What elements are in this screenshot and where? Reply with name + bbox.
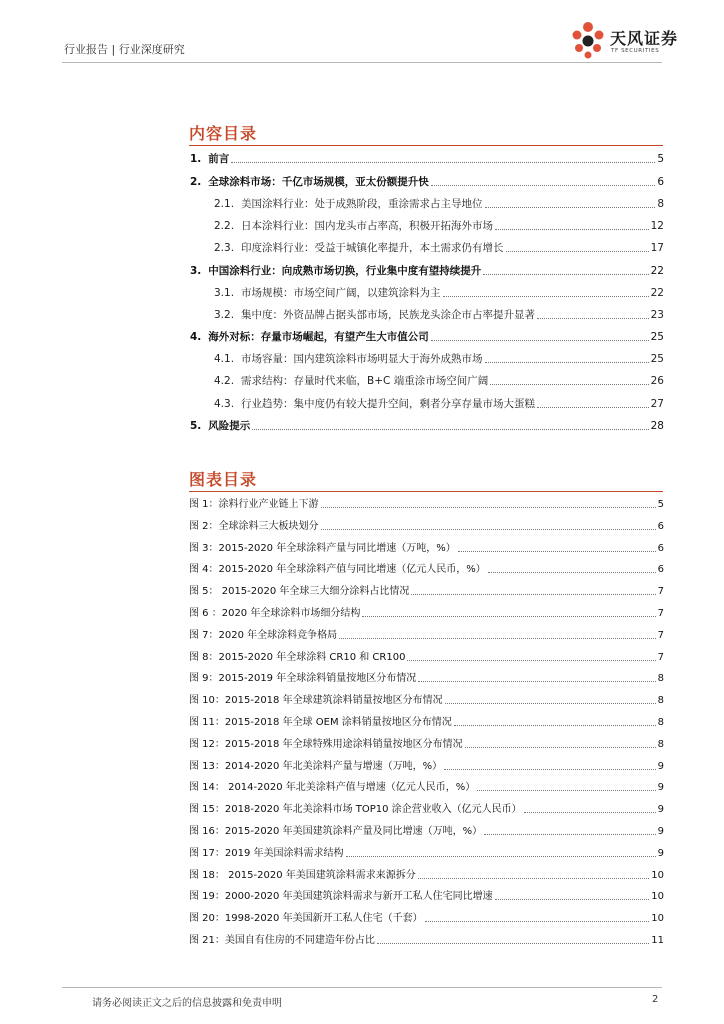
- toc-entry-text: 市场容量：国内建筑涂料市场明显大于海外成熟市场: [241, 353, 483, 365]
- toc-entry-number: 3.2.: [214, 309, 235, 321]
- figure-entry-text: 图 6 ：2020 年全球涂料市场细分结构: [189, 608, 361, 619]
- figure-entry-leader: [524, 812, 656, 813]
- toc-entry-leader: [537, 407, 649, 408]
- toc-entry-leader: [231, 162, 655, 163]
- toc-entry-leader: [495, 229, 649, 230]
- figure-entry-page: 11: [651, 935, 664, 946]
- figure-entry-text: 图 13：2014-2020 年北美涂料产量与增速（万吨，%）: [189, 760, 443, 772]
- toc-entry-number: 4.2.: [214, 375, 235, 387]
- figure-entry[interactable]: [189, 628, 664, 642]
- figure-entry[interactable]: [189, 671, 664, 685]
- toc-entry-page: 28: [650, 420, 664, 432]
- figure-entry[interactable]: [189, 693, 664, 707]
- toc-entry-text: 市场规模：市场空间广阔，以建筑涂料为主: [241, 287, 441, 299]
- figure-entry[interactable]: [189, 497, 664, 511]
- figure-entry-leader: [321, 507, 656, 508]
- figure-entry-page: 8: [657, 673, 664, 685]
- figure-entry-text: 图 14： 2014-2020 年北美涂料产值与增速（亿元人民币，%）: [189, 782, 476, 794]
- figure-entry-text: 图 1：涂料行业产业链上下游: [189, 499, 319, 510]
- toc-entry-text: 海外对标：存量市场崛起，有望产生大市值公司: [208, 331, 429, 343]
- figure-entry-leader: [488, 572, 656, 573]
- toc-entry-leader: [431, 185, 656, 186]
- logo-subtitle: TF SECURITIES: [611, 48, 660, 54]
- toc-entry-number: 2.: [190, 176, 202, 188]
- figure-entry-leader: [445, 703, 656, 704]
- toc-entry-text: 需求结构：存量时代来临，B+C 端重涂市场空间广阔: [241, 375, 489, 387]
- toc-entry-text: 行业趋势：集中度仍有较大提升空间，剩者分享存量市场大蛋糕: [241, 398, 536, 410]
- toc-entry-leader: [490, 384, 648, 385]
- company-logo: [568, 18, 688, 62]
- figure-entry[interactable]: [189, 715, 664, 729]
- figure-entry-text: 图 4：2015-2020 年全球涂料产值与同比增速（亿元人民币，%）: [189, 564, 486, 576]
- figure-entry-leader: [418, 681, 655, 682]
- figure-entry-leader: [458, 551, 656, 552]
- figure-entry[interactable]: [189, 824, 664, 838]
- figure-entry-text: 图 16：2015-2020 年美国建筑涂料产量及同比增速（万吨，%）: [189, 826, 483, 837]
- toc-entry[interactable]: [214, 219, 664, 233]
- toc-entry-leader: [485, 362, 649, 363]
- toc-entry-leader: [483, 274, 648, 275]
- figure-entry-leader: [321, 529, 656, 530]
- toc-entry-page: 23: [650, 309, 664, 321]
- toc-entry-number: 2.3.: [214, 242, 235, 254]
- toc-entry[interactable]: [214, 352, 664, 366]
- figure-entry-leader: [339, 638, 655, 639]
- toc-entry[interactable]: [214, 374, 664, 388]
- figure-entry-text: 图 15：2018-2020 年北美涂料市场 TOP10 涂企营业收入（亿元人民币）: [189, 804, 522, 816]
- figure-entry-leader: [425, 921, 650, 922]
- toc-entry-page: 17: [650, 242, 664, 254]
- figure-entry[interactable]: [189, 802, 664, 816]
- figure-entry[interactable]: [189, 759, 664, 773]
- figure-entry-text: 图 20：1998-2020 年美国新开工私人住宅（千套）: [189, 913, 423, 925]
- figure-entry[interactable]: [189, 650, 664, 664]
- figure-entry-text: 图 9：2015-2019 年全球涂料销量按地区分布情况: [189, 673, 417, 685]
- figure-entry[interactable]: [189, 562, 664, 576]
- figure-entry-text: 图 3：2015-2020 年全球涂料产量与同比增速（万吨，%）: [189, 542, 456, 554]
- toc-title-underline: [189, 145, 663, 146]
- figure-entry-text: 图 5： 2015-2020 年全球三大细分涂料占比情况: [189, 586, 410, 598]
- toc-entry-text: 中国涂料行业：向成熟市场切换，行业集中度有望持续提升: [208, 265, 482, 277]
- toc-entry-text: 印度涂料行业：受益于城镇化率提升，本土需求仍有增长: [241, 242, 504, 254]
- toc-entry-page: 26: [650, 375, 664, 387]
- toc-entry-page: 25: [650, 353, 664, 365]
- toc-entry[interactable]: [214, 397, 664, 411]
- footer-disclaimer: 请务必阅读正文之后的信息披露和免责申明: [92, 998, 282, 1009]
- figure-entry[interactable]: [189, 541, 664, 555]
- toc-entry-page: 12: [650, 220, 664, 232]
- figure-entry-leader: [377, 943, 649, 944]
- toc-entry[interactable]: [190, 152, 664, 166]
- figure-entry-page: 8: [657, 717, 664, 728]
- page-number: 2: [652, 994, 659, 1005]
- figure-entry[interactable]: [189, 780, 664, 794]
- figure-entry-page: 9: [657, 847, 664, 859]
- figure-entry-page: 10: [651, 891, 664, 903]
- toc-title: 内容目录: [189, 124, 258, 143]
- header-divider: [62, 62, 662, 63]
- figure-entry-page: 8: [657, 738, 664, 750]
- toc-entry-text: 美国涂料行业：处于成熟阶段，重涂需求占主导地位: [241, 198, 483, 210]
- toc-entry-page: 22: [650, 287, 664, 299]
- figure-entry-page: 6: [657, 542, 664, 554]
- figure-entry-leader: [477, 790, 655, 791]
- toc-entry[interactable]: [214, 241, 664, 255]
- toc-entry-page: 6: [657, 176, 664, 188]
- figure-entry[interactable]: [189, 606, 664, 620]
- figure-entry-page: 7: [657, 608, 664, 619]
- toc-entry-page: 25: [650, 331, 664, 343]
- toc-entry-leader: [443, 296, 649, 297]
- figure-entry-page: 7: [657, 586, 664, 598]
- toc-entry[interactable]: [214, 197, 664, 211]
- figure-entry[interactable]: [189, 933, 664, 947]
- figures-title-underline: [189, 491, 663, 492]
- figure-entry-page: 10: [651, 913, 664, 925]
- figures-title: 图表目录: [189, 470, 258, 489]
- figure-entry-page: 9: [657, 804, 664, 816]
- toc-entry-text: 风险提示: [208, 420, 251, 432]
- figure-entry-page: 7: [657, 651, 664, 663]
- toc-entry[interactable]: [190, 419, 664, 433]
- figure-entry-leader: [346, 856, 656, 857]
- figure-entry-leader: [484, 834, 656, 835]
- toc-entry-leader: [431, 340, 649, 341]
- toc-entry-text: 全球涂料市场：千亿市场规模，亚太份额提升快: [208, 176, 429, 188]
- toc-entry[interactable]: [214, 308, 664, 322]
- figure-entry-page: 6: [657, 564, 664, 576]
- toc-entry-text: 日本涂料行业：国内龙头市占率高，积极开拓海外市场: [241, 220, 494, 232]
- figure-entry-page: 9: [657, 782, 664, 794]
- figure-entry-page: 6: [657, 520, 664, 532]
- figure-entry-leader: [495, 899, 650, 900]
- figure-entry[interactable]: [189, 737, 664, 751]
- toc-entry[interactable]: [214, 286, 664, 300]
- figure-entry-leader: [444, 769, 656, 770]
- figure-entry-leader: [407, 660, 655, 661]
- figure-entry[interactable]: [189, 584, 664, 598]
- toc-entry-number: 4.: [190, 331, 202, 343]
- toc-entry-page: 8: [657, 198, 664, 210]
- figure-entry-leader: [465, 747, 656, 748]
- figure-entry-page: 10: [651, 869, 664, 881]
- figure-entry-text: 图 12：2015-2018 年全球特殊用途涂料销量按地区分布情况: [189, 738, 463, 750]
- figure-entry[interactable]: [189, 889, 664, 903]
- toc-entry-number: 3.: [190, 265, 202, 277]
- toc-entry-number: 4.3.: [214, 398, 235, 410]
- toc-entry-text: 集中度：外资品牌占据头部市场，民族龙头涂企市占率提升显著: [241, 309, 536, 321]
- figure-entry-text: 图 17：2019 年美国涂料需求结构: [189, 847, 344, 859]
- figure-entry-leader: [454, 725, 656, 726]
- figure-entry[interactable]: [189, 911, 664, 925]
- figure-entry-leader: [362, 616, 655, 617]
- toc-entry-number: 1.: [190, 153, 202, 165]
- toc-entry[interactable]: [190, 175, 664, 189]
- logo-name: 天风证券: [610, 29, 679, 48]
- figure-entry[interactable]: [189, 519, 664, 533]
- toc-entry-number: 4.1.: [214, 353, 235, 365]
- figure-entry-text: 图 8：2015-2020 年全球涂料 CR10 和 CR100: [189, 651, 406, 663]
- page-header: [0, 0, 724, 70]
- figure-entry-page: 9: [657, 760, 664, 772]
- toc-entry-text: 前言: [208, 153, 230, 165]
- toc-entry-number: 3.1.: [214, 287, 235, 299]
- figure-entry-page: 7: [657, 629, 664, 641]
- toc-entry-page: 5: [657, 153, 664, 165]
- figure-entry-text: 图 18： 2015-2020 年美国建筑涂料需求来源拆分: [189, 869, 416, 881]
- figure-entry-text: 图 19：2000-2020 年美国建筑涂料需求与新开工私人住宅同比增速: [189, 891, 493, 903]
- toc-entry-page: 27: [650, 398, 664, 410]
- figure-entry-text: 图 2：全球涂料三大板块划分: [189, 520, 319, 532]
- tf-securities-logo-icon: [568, 18, 608, 62]
- toc-entry-leader: [252, 429, 648, 430]
- figure-entry-page: 5: [657, 499, 664, 510]
- toc-entry-page: 22: [650, 265, 664, 277]
- figure-entry-text: 图 7：2020 年全球涂料竞争格局: [189, 629, 338, 641]
- figure-entry-text: 图 11：2015-2018 年全球 OEM 涂料销量按地区分布情况: [189, 717, 452, 728]
- figure-entry-text: 图 10：2015-2018 年全球建筑涂料销量按地区分布情况: [189, 695, 443, 707]
- figure-entry-page: 9: [657, 826, 664, 837]
- toc-entry[interactable]: [190, 330, 664, 344]
- toc-entry-leader: [506, 251, 649, 252]
- figure-entry[interactable]: [189, 846, 664, 860]
- toc-entry[interactable]: [190, 264, 664, 278]
- footer-divider: [62, 987, 662, 988]
- figure-entry-leader: [418, 878, 649, 879]
- toc-entry-number: 2.1.: [214, 198, 235, 210]
- figure-entry-leader: [411, 594, 655, 595]
- breadcrumb: 行业报告 | 行业深度研究: [64, 43, 185, 56]
- toc-entry-number: 2.2.: [214, 220, 235, 232]
- figure-entry[interactable]: [189, 868, 664, 882]
- toc-entry-leader: [537, 318, 649, 319]
- toc-entry-number: 5.: [190, 420, 202, 432]
- figure-entry-page: 8: [657, 695, 664, 707]
- figure-entry-text: 图 21：美国自有住房的不同建造年份占比: [189, 935, 375, 946]
- toc-entry-leader: [485, 207, 656, 208]
